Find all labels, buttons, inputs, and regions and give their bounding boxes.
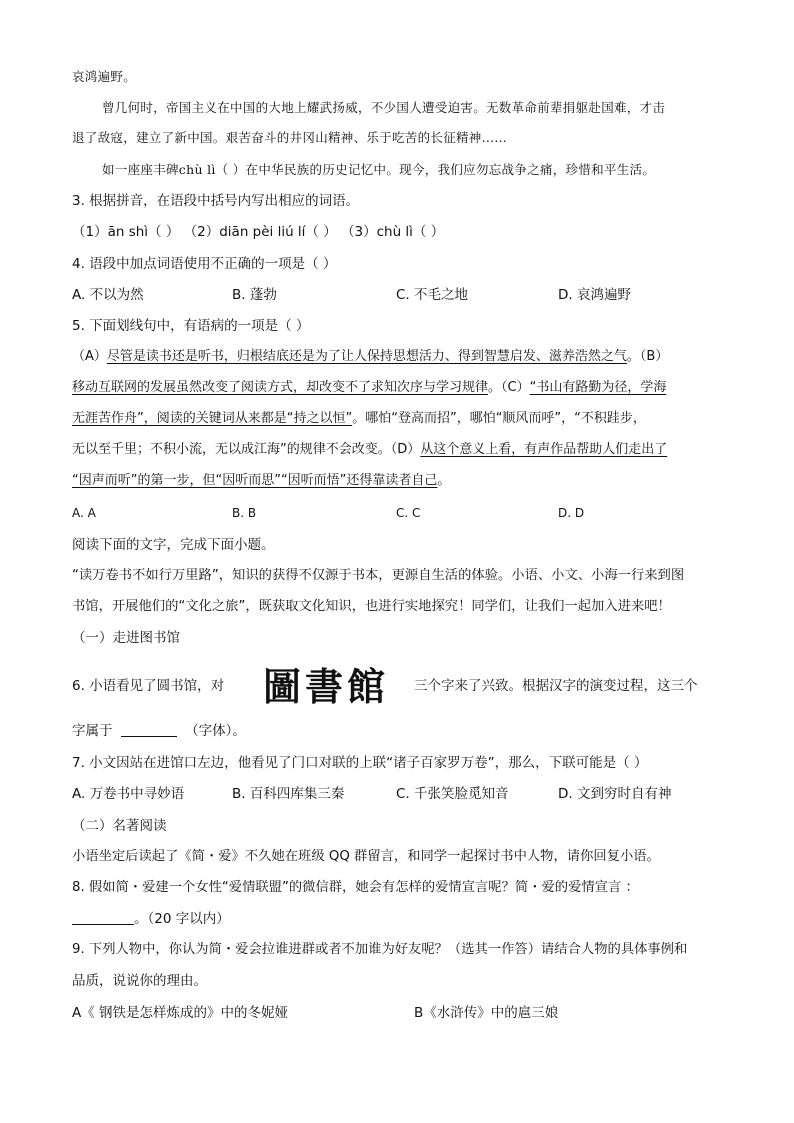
question-5-paragraph-line: [72, 471, 722, 491]
question-6-stem: 6. 小语看见了圆书馆，对: [72, 678, 225, 694]
section-heading-1: （一）走进图书馆: [72, 630, 180, 646]
option-b: B《水浒传》中的扈三娘: [414, 1005, 559, 1021]
answer-blank[interactable]: [121, 722, 177, 737]
passage-line: 退了敌寇，建立了新中国。艰苦奋斗的井冈山精神、乐于吃苦的长征精神……: [72, 130, 508, 145]
question-6-line-2: [72, 721, 722, 741]
question-6-text: （字体）。: [185, 723, 246, 739]
section-2-intro: 小语坐定后读起了《简・爱》不久她在班级 QQ 群留言，和同学一起探讨书中人物，请你回复小语。: [72, 849, 660, 864]
option-a: A. 不以为然: [72, 287, 144, 303]
passage-line: 曾几何时，帝国主义在中国的大地上耀武扬威，不少国人遭受迫害。无数革命前辈捐躯赴国难，才击: [102, 100, 666, 115]
option-a: A. 万卷书中寻妙语: [72, 786, 185, 802]
reading-intro: 阅读下面的文字，完成下面小题。: [72, 537, 275, 553]
option-d: D. 哀鸿遍野: [558, 287, 631, 303]
question-8-line-2: [72, 909, 722, 929]
question-4-stem: 4. 语段中加点词语使用不正确的一项是（ ）: [72, 256, 337, 272]
plain-text: 。: [437, 473, 451, 488]
option-a: A. A: [72, 506, 96, 520]
option-b: B. B: [232, 506, 257, 520]
answer-blank[interactable]: [72, 910, 134, 925]
plain-text: 。哪怕“登高而招”，哪怕“顺风而呼”，“不积跬步，: [352, 411, 646, 426]
option-d: D. 文到穷时自有神: [558, 786, 672, 802]
section-heading-2: （二）名著阅读: [72, 818, 167, 834]
question-3-items: （1）ān shì（ ） （2）diān pèi liú lí（ ） （3）chù lì（ ）: [72, 224, 445, 240]
option-a: A《 钢铁是怎样炼成的》中的冬妮娅: [72, 1005, 289, 1021]
question-6-text: 字属于: [72, 723, 113, 739]
question-9-stem: 9. 下列人物中，你认为简・爱会拉谁进群或者不加谁为好友呢？（选其一作答）请结合人物的具体事例和: [72, 942, 688, 957]
question-5-paragraph-line: [72, 378, 722, 398]
question-3-stem: 3. 根据拼音，在语段中括号内写出相应的词语。: [72, 193, 360, 209]
question-5-paragraph-line: [72, 440, 722, 460]
underlined-sentence-d-cont: “因声而听”的第一步，但“因听而思”“因听而悟”还得靠读者自己: [72, 473, 438, 488]
question-7-stem: 7. 小文因站在进馆口左边，他看见了门口对联的上联“诸子百家罗万卷”，那么，下联可能是（ ）: [72, 755, 648, 771]
question-5-stem: 5. 下面划线句中，有语病的一项是（ ）: [72, 318, 310, 334]
label-a: （A）: [72, 349, 107, 364]
plain-text: 无以至千里；不积小流，无以成江海”的规律不会改变。（D）: [72, 442, 421, 457]
label-c: 。（C）: [488, 380, 530, 395]
option-c: C. C: [396, 506, 421, 520]
underlined-sentence-a: 尽管是读书还是听书，归根结底还是为了让人保持思想活力、得到智慧启发、滋养浩然之气: [106, 349, 627, 364]
underlined-sentence-c: “书山有路勤为径，学海: [529, 380, 667, 395]
label-b: 。（B）: [626, 349, 669, 364]
seal-text: 圖書館: [262, 664, 390, 708]
question-8-stem: 8. 假如简・爱建一个女性“爱情联盟”的微信群，她会有怎样的爱情宣言呢？简・爱的爱情宣言 ：: [72, 880, 639, 895]
option-c: C. 千张笑脸觅知音: [396, 786, 509, 802]
underlined-sentence-b: 移动互联网的发展虽然改变了阅读方式，却改变不了求知次序与学习规律: [72, 380, 489, 395]
reading-paragraph: “读万卷书不如行万里路”，知识的获得不仅源于书本，更源自生活的体验。小语、小文、小海一行来到图: [72, 568, 685, 583]
underlined-sentence-d: 从这个意义上看，有声作品帮助人们走出了: [420, 442, 668, 457]
question-6-stem-cont: 三个字来了兴致。根据汉字的演变过程，这三个: [414, 678, 698, 694]
underlined-sentence-c-cont: 无涯苦作舟”，阅读的关键词从来都是“持之以恒”: [72, 411, 353, 426]
question-5-paragraph-line: [72, 347, 722, 367]
passage-line: 如一座座丰碑chù lì（ ）在中华民族的历史记忆中。现今，我们应勿忘战争之痛，珍惜和平生活。: [102, 162, 656, 177]
passage-line: 哀鸿遍野。: [72, 69, 137, 84]
option-c: C. 不毛之地: [396, 287, 469, 303]
question-5-paragraph-line: [72, 409, 722, 429]
option-b: B. 百科四库集三秦: [232, 786, 345, 802]
seal-script-image: [241, 664, 411, 708]
option-d: D. D: [558, 506, 585, 520]
option-b: B. 蓬勃: [232, 287, 277, 303]
reading-paragraph: 书馆，开展他们的“文化之旅”，既获取文化知识，也进行实地探究！同学们，让我们一起加入进来吧！: [72, 599, 671, 614]
question-8-text: 。（20 字以内）: [134, 911, 230, 927]
question-9-line-2: 品质，说说你的理由。: [72, 973, 207, 989]
